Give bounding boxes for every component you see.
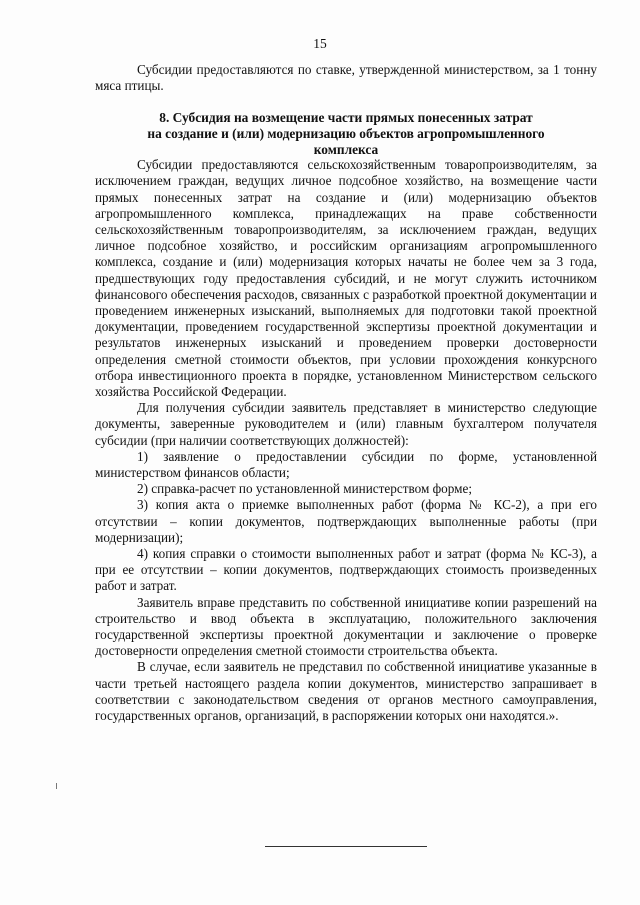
page-number: 15 bbox=[313, 36, 327, 51]
closing-paragraph: В случае, если заявитель не представил по собственной инициативе указанные в части третьей настоящего раздела копии документов, министерство запрашивает в соответствии с законодательством сведения от органов местного самоуправления, государственных органов, организаций, в распоряжении которых они находятся.». bbox=[95, 659, 597, 724]
section-heading bbox=[95, 110, 597, 157]
end-divider-line bbox=[265, 846, 427, 847]
list-item: 1) заявление о предоставлении субсидии по форме, установленной министерством финансов области; bbox=[95, 448, 597, 481]
body-paragraph: Для получения субсидии заявитель представляет в министерство следующие документы, заверенные руководителем и (или) главным бухгалтером получателя субсидии (при наличии соответствующих должностей): bbox=[95, 400, 597, 448]
document-body bbox=[95, 62, 597, 724]
section-heading-line: комплекса bbox=[313, 141, 379, 157]
section-heading-line: на создание и (или) модернизацию объектов агропромышленного bbox=[147, 126, 545, 141]
list-item: 3) копия акта о приемке выполненных работ (форма № КС-2), а при его отсутствии – копии документов, подтверждающих выполненные работы (при модернизации); bbox=[95, 497, 597, 545]
list-item: 2) справка-расчет по установленной министерством форме; bbox=[137, 481, 472, 497]
closing-paragraph: Заявитель вправе представить по собственной инициативе копии разрешений на строительство и ввод объекта в эксплуатацию, положительного заключения государственной экспертизы проектной документации и заключение о проверке достоверности определения сметной стоимости строительства объекта. bbox=[95, 594, 597, 659]
body-paragraph: Субсидии предоставляются сельскохозяйственным товаропроизводителям, за исключением граждан, ведущих личное подсобное хозяйство, на возмещение части прямых понесенных затрат на создание и (или) модернизацию объектов агропромышленного комплекса, принадлежащих на праве собственности сельскохозяйственным товаропроизводителям, за исключением граждан, ведущих личное подсобное хозяйство, и российским организациям агропромышленного комплекса, создание и (или) модернизация которых начаты не более чем за 3 года, предшествующих году предоставления субсидий, и не могут служить источником финансового обеспечения расходов, связанных с разработкой проектной документации и проведением инженерных изысканий, выполняемых для подготовки такой проектной документации, проведением государственной экспертизы проектной документации и результатов инженерных изысканий и проведением проверки достоверности определения сметной стоимости объектов, при условии прохождения конкурсного отбора инвестиционного проекта в порядке, установленном Министерством сельского хозяйства Российской Федерации. bbox=[95, 157, 597, 400]
section-heading-line: 8. Субсидия на возмещение части прямых понесенных затрат bbox=[159, 110, 533, 126]
list-item: 4) копия справки о стоимости выполненных работ и затрат (форма № КС-3), а при ее отсутствии – копии документов, подтверждающих стоимость произведенных работ и затрат. bbox=[95, 546, 597, 594]
intro-paragraph: Субсидии предоставляются по ставке, утвержденной министерством, за 1 тонну мяса птицы. bbox=[95, 62, 597, 94]
margin-mark bbox=[56, 783, 59, 789]
